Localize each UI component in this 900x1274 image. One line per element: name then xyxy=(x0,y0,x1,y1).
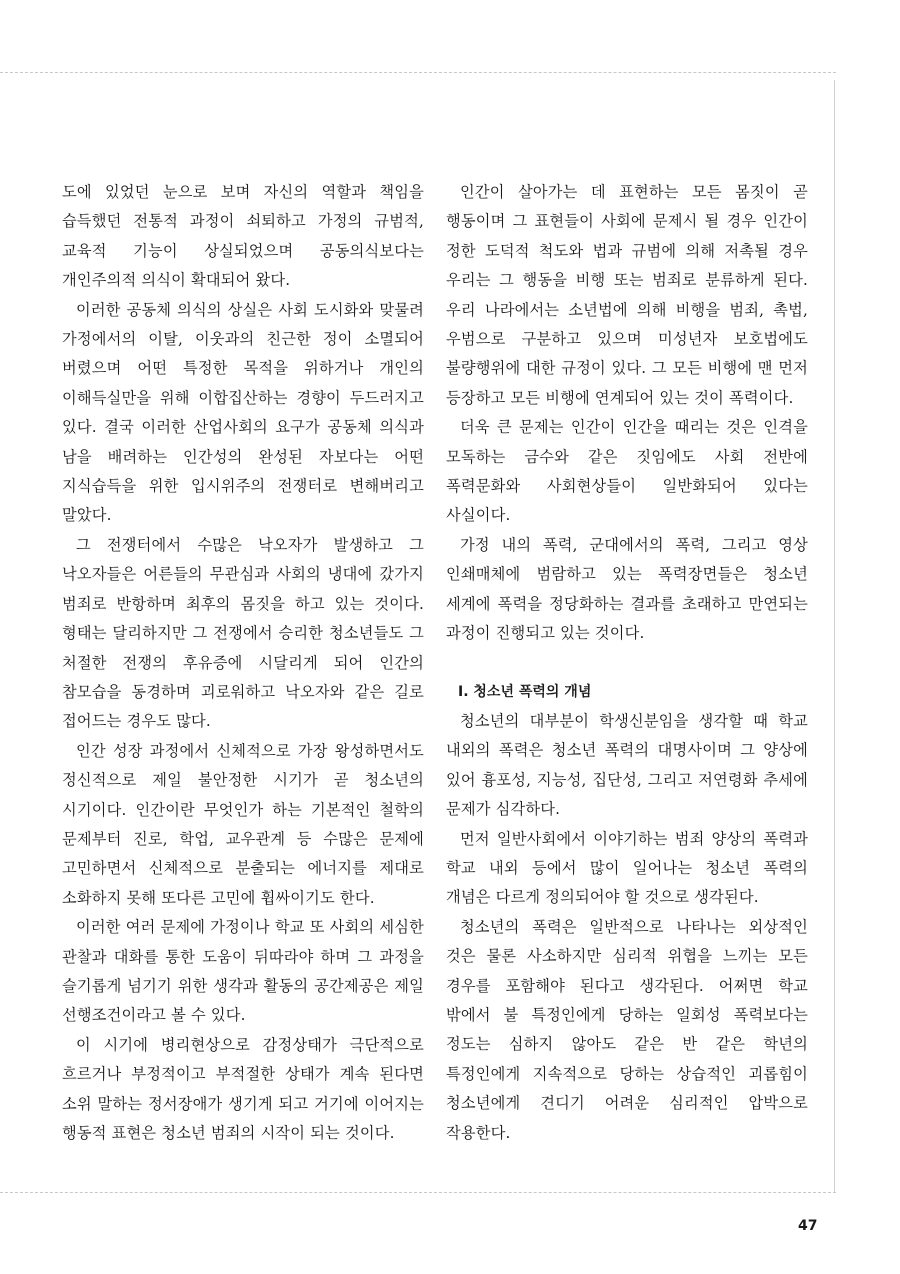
body-paragraph: 인간이 살아가는 데 표현하는 모든 몸짓이 곧 행동이며 그 표현들이 사회에 문제시 될 경우 인간이 정한 도덕적 척도와 법과 규범에 의해 저촉될 경우 우리는 그 행동을 비행 또는 범죄로 분류하게 된다. 우리 나라에서는 소년법에 의해 비행을 범죄, 촉법, 우범으로 구분하고 있으며 미성년자 보호법에도 불량행위에 대한 규정이 있다. 그 모든 비행에 맨 먼저 등장하고 모든 비행에 연계되어 있는 것이 폭력이다. xyxy=(446,183,808,407)
body-paragraph: 더욱 큰 문제는 인간이 인간을 때리는 것은 인격을 모독하는 금수와 같은 짓임에도 사회 전반에 폭력문화와 사회현상들이 일반화되어 있다는 사실이다. xyxy=(446,418,808,525)
body-paragraph: 가정 내의 폭력, 군대에서의 폭력, 그리고 영상 인쇄매체에 범람하고 있는 폭력장면들은 청소년 세계에 폭력을 정당화하는 결과를 초래하고 만연되는 과정이 진행되고 있는 것이다. xyxy=(446,535,808,643)
body-paragraph: 이러한 공동체 의식의 상실은 사회 도시화와 맞물려 가정에서의 이탈, 이웃과의 친근한 정이 소멸되어 버렸으며 어떤 특정한 목적을 위하거나 개인의 이해득실만을 위해 이합집산하는 경향이 두드러지고 있다. 결국 이러한 산업사회의 요구가 공동체 의식과 남을 배려하는 인간성의 완성된 자보다는 어떤 지식습득을 위한 입시위주의 전쟁터로 변해버리고 말았다. xyxy=(62,300,424,525)
body-paragraph: 먼저 일반사회에서 이야기하는 범죄 양상의 폭력과 학교 내외 등에서 많이 일어나는 청소년 폭력의 개념은 다르게 정의되어야 할 것으로 생각된다. xyxy=(446,829,808,907)
top-dashed-rule xyxy=(0,72,836,73)
right-text-column xyxy=(446,178,808,1148)
body-paragraph: 그 전쟁터에서 수많은 낙오자가 발생하고 그 낙오자들은 어른들의 무관심과 사회의 냉대에 갔가지 범죄로 반항하며 최후의 몸짓을 하고 있는 것이다. 형태는 달리하지만 그 전쟁에서 승리한 청소년들도 그 처절한 전쟁의 후유증에 시달리게 되어 인간의 참모습을 동경하며 괴로워하고 낙오자와 같은 길로 접어드는 경우도 많다. xyxy=(62,535,424,731)
body-paragraph: 도에 있었던 눈으로 보며 자신의 역할과 책임을 습득했던 전통적 과정이 쇠퇴하고 가정의 규범적, 교육적 기능이 상실되었으며 공동의식보다는 개인주의적 의식이 확대되어 왔다. xyxy=(62,183,424,290)
page-number: 47 xyxy=(798,1218,818,1234)
section-heading: Ⅰ. 청소년 폭력의 개념 xyxy=(458,683,592,700)
left-text-column xyxy=(62,178,424,1148)
bottom-dashed-rule xyxy=(0,1192,836,1193)
body-paragraph: 인간 성장 과정에서 신체적으로 가장 왕성하면서도 정신적으로 제일 불안정한 시기가 곧 청소년의 시기이다. 인간이란 무엇인가 하는 기본적인 철학의 문제부터 진로, 학업, 교우관계 등 수많은 문제에 고민하면서 신체적으로 분출되는 에너지를 제대로 소화하지 못해 또다른 고민에 휩싸이기도 한다. xyxy=(62,741,424,907)
body-paragraph: 이러한 여러 문제에 가정이나 학교 또 사회의 세심한 관찰과 대화를 통한 도움이 뒤따라야 하며 그 과정을 슬기롭게 넘기기 위한 생각과 활동의 공간제공은 제일 선행조건이라고 볼 수 있다. xyxy=(62,918,424,1025)
body-paragraph: 청소년의 대부분이 학생신분임을 생각할 때 학교 내외의 폭력은 청소년 폭력의 대명사이며 그 양상에 있어 흉포성, 지능성, 집단성, 그리고 저연령화 추세에 문제가 심각하다. xyxy=(446,711,808,819)
body-paragraph: 청소년의 폭력은 일반적으로 나타나는 외상적인 것은 물론 사소하지만 심리적 위협을 느끼는 모든 경우를 포함해야 된다고 생각된다. 어쩌면 학교 밖에서 불 특정인에게 당하는 일회성 폭력보다는 정도는 심하지 않아도 같은 반 같은 학년의 특정인에게 지속적으로 당하는 상습적인 괴롭힘이 청소년에게 견디기 어려운 심리적인 압박으로 작용한다. xyxy=(446,917,808,1142)
body-paragraph: 이 시기에 병리현상으로 감정상태가 극단적으로 흐르거나 부정적이고 부적절한 상태가 계속 된다면 소위 말하는 정서장애가 생기게 되고 거기에 이어지는 행동적 표현은 청소년 범죄의 시작이 되는 것이다. xyxy=(62,1035,424,1142)
right-margin-rule xyxy=(834,80,835,1192)
